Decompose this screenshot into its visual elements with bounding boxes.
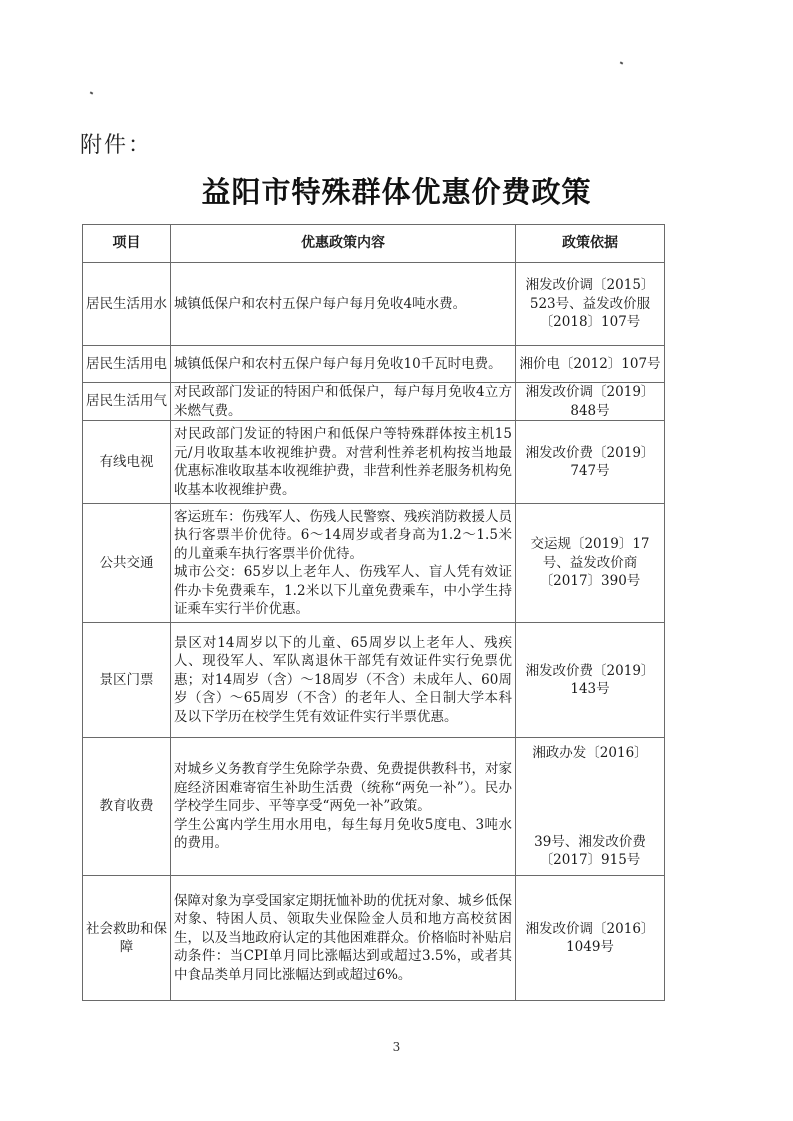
content-paragraph: 城市公交：65岁以上老年人、伤残军人、盲人凭有效证件办卡免费乘车，1.2米以下儿童免费乘车，中小学生持证乘车实行半价优惠。 — [174, 564, 512, 617]
row-item: 有线电视 — [83, 421, 171, 504]
header-item: 项目 — [83, 225, 171, 263]
content-paragraph: 保障对象为享受国家定期抚恤补助的优抚对象、城乡低保对象、特困人员、领取失业保险金人员和地方高校贫困生，以及当地政府认定的其他困难群众。价格临时补贴启动条件：当CPI单月同比涨幅达到或超过3.5%，或者其中食品类单月同比涨幅达到或超过6%。 — [174, 892, 512, 983]
row-basis — [516, 738, 665, 876]
header-content: 优惠政策内容 — [171, 225, 516, 263]
table-header-row — [83, 225, 665, 263]
row-content — [171, 876, 516, 1001]
row-content — [171, 263, 516, 346]
basis-part: 39号、湘发改价费〔2017〕915号 — [534, 833, 646, 868]
row-basis: 湘发改价调〔2016〕1049号 — [516, 876, 665, 1001]
basis-part: 湘政办发〔2016〕 — [532, 744, 648, 761]
table-row — [83, 421, 665, 504]
content-paragraph: 学生公寓内学生用水用电，每生每月免收5度电、3吨水的费用。 — [174, 816, 512, 852]
policy-table — [82, 224, 665, 1001]
table-row — [83, 876, 665, 1001]
row-item: 景区门票 — [83, 623, 171, 738]
page-number: 3 — [392, 1040, 401, 1054]
scan-speck — [620, 61, 624, 64]
table-row — [83, 346, 665, 383]
content-paragraph: 客运班车：伤残军人、伤残人民警察、残疾消防救援人员执行客票半价优待。6～14周岁或者身高为1.2～1.5米的儿童乘车执行客票半价优待。 — [174, 508, 512, 562]
header-basis: 政策依据 — [516, 225, 665, 263]
row-item: 教育收费 — [83, 738, 171, 876]
row-item: 居民生活用水 — [83, 263, 171, 346]
row-item: 居民生活用气 — [83, 383, 171, 421]
row-basis: 湘发改价费〔2019〕143号 — [516, 623, 665, 738]
table-row — [83, 383, 665, 421]
page-title: 益阳市特殊群体优惠价费政策 — [201, 175, 592, 209]
row-content — [171, 421, 516, 504]
row-basis: 湘发改价费〔2019〕747号 — [516, 421, 665, 504]
row-item: 居民生活用电 — [83, 346, 171, 383]
attachment-label: 附件： — [80, 133, 153, 158]
table-row — [83, 504, 665, 623]
row-content — [171, 738, 516, 876]
row-content — [171, 623, 516, 738]
content-paragraph: 对城乡义务教育学生免除学杂费、免费提供教科书，对家庭经济困难寄宿生补助生活费（统称“两免一补”）。民办学校学生同步、平等享受“两免一补”政策。 — [174, 761, 512, 815]
table-row — [83, 263, 665, 346]
content-paragraph: 对民政部门发证的特困户和低保户等特殊群体按主机15元/月收取基本收视维护费。对营利性养老机构按当地最优惠标准收取基本收视维护费，非营利性养老服务机构免收基本收视维护费。 — [174, 426, 512, 498]
table-row — [83, 738, 665, 876]
row-content — [171, 504, 516, 623]
row-basis: 湘发改价调〔2019〕848号 — [516, 383, 665, 421]
row-item: 公共交通 — [83, 504, 171, 623]
content-paragraph: 城镇低保户和农村五保户每户每月免收10千瓦时电费。 — [174, 355, 502, 372]
row-content — [171, 346, 516, 383]
table-row — [83, 623, 665, 738]
row-item: 社会救助和保障 — [83, 876, 171, 1001]
scan-speck — [90, 91, 94, 94]
content-paragraph: 对民政部门发证的特困户和低保户，每户每月免收4立方米燃气费。 — [174, 384, 512, 419]
row-basis: 湘发改价调〔2015〕523号、益发改价服〔2018〕107号 — [516, 263, 665, 346]
content-paragraph: 城镇低保户和农村五保户每户每月免收4吨水费。 — [174, 295, 467, 312]
row-basis: 湘价电〔2012〕107号 — [516, 346, 665, 383]
row-content — [171, 383, 516, 421]
content-paragraph: 景区对14周岁以下的儿童、65周岁以上老年人、残疾人、现役军人、军队离退休干部凭有效证件实行免票优惠；对14周岁（含）～18周岁（不含）未成年人、60周岁（含）～65周岁（不含）的老年人、全日制大学本科及以下学历在校学生凭有效证件实行半票优惠。 — [174, 634, 512, 725]
row-basis: 交运规〔2019〕17号、益发改价商〔2017〕390号 — [516, 504, 665, 623]
